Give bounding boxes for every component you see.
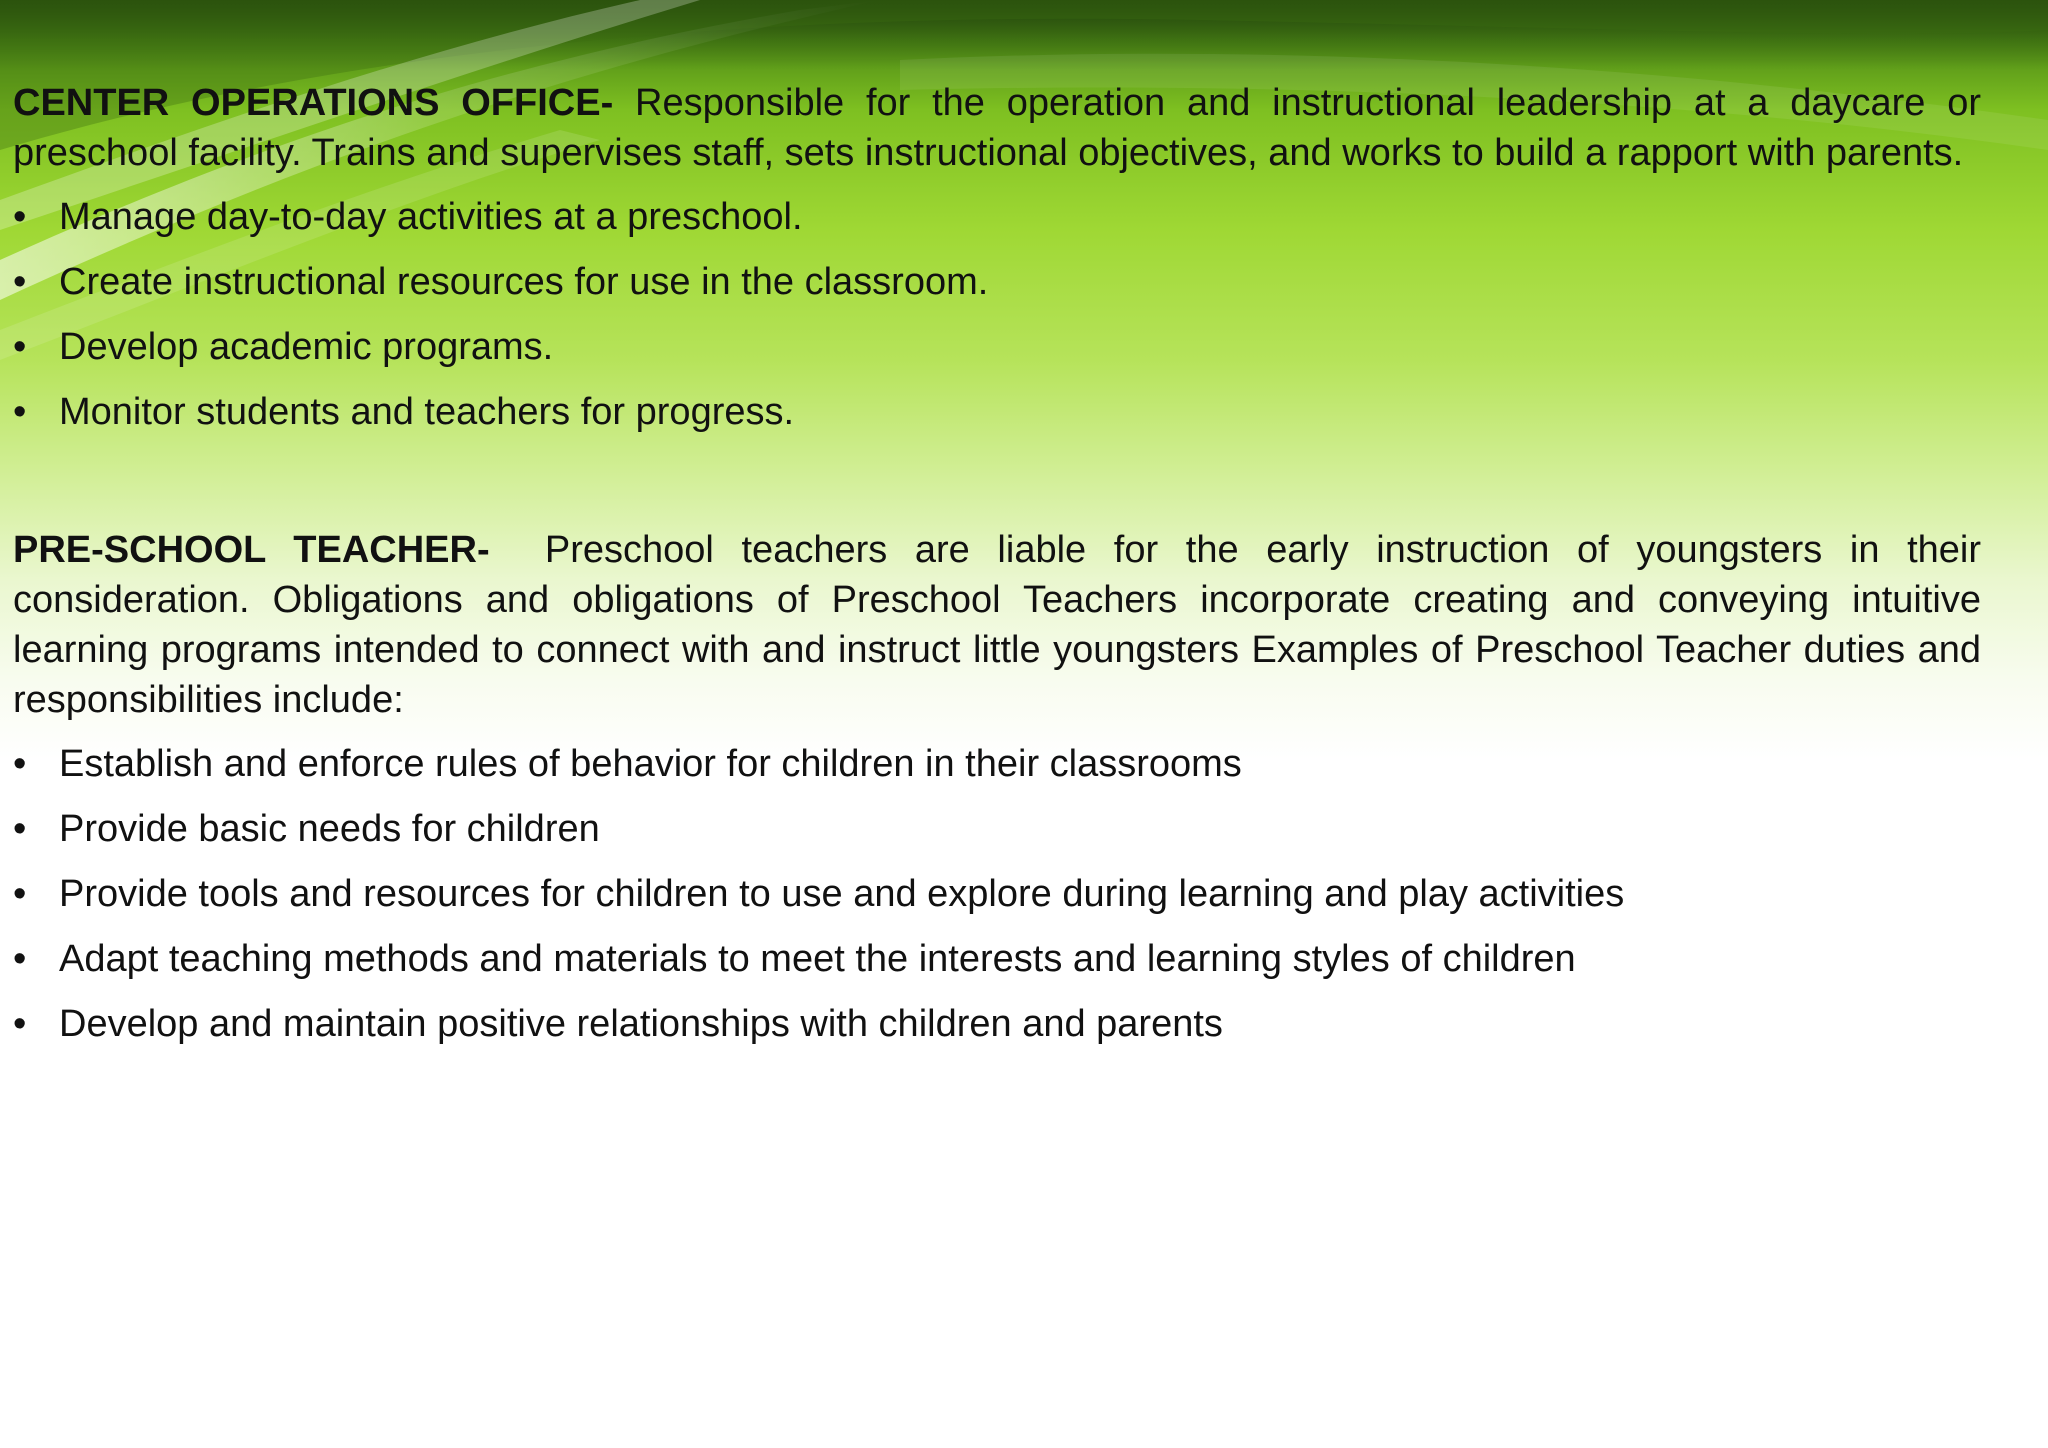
pre-school-teacher-heading: PRE-SCHOOL TEACHER- — [13, 529, 490, 571]
pre-school-teacher-paragraph — [13, 525, 1992, 725]
bullet-icon: • — [13, 938, 27, 980]
list-item-text: Provide basic needs for children — [59, 808, 600, 850]
list-item-text: Monitor students and teachers for progress. — [59, 391, 795, 433]
center-operations-office-duties-list — [13, 192, 1981, 437]
bullet-icon: • — [13, 743, 27, 785]
bullet-icon: • — [13, 391, 27, 433]
list-item — [13, 934, 1981, 984]
section-spacer — [13, 452, 1981, 525]
center-operations-office-heading: CENTER OPERATIONS OFFICE- — [13, 82, 614, 124]
bullet-icon: • — [13, 196, 27, 238]
bullet-icon: • — [13, 1003, 27, 1045]
list-item-text: Provide tools and resources for children to use and explore during learning and play activities — [59, 873, 1625, 915]
list-item — [13, 804, 1981, 854]
list-item-text: Adapt teaching methods and materials to meet the interests and learning styles of children — [59, 938, 1576, 980]
list-item — [13, 387, 1981, 437]
list-item-text: Create instructional resources for use in the classroom. — [59, 261, 989, 303]
bullet-icon: • — [13, 326, 27, 368]
bullet-icon: • — [13, 873, 27, 915]
list-item — [13, 192, 1981, 242]
slide-content — [13, 78, 1992, 1064]
pre-school-teacher-duties-list — [13, 739, 1981, 1049]
list-item — [13, 999, 1981, 1049]
list-item-text: Develop academic programs. — [59, 326, 554, 368]
bullet-icon: • — [13, 808, 27, 850]
list-item-text: Establish and enforce rules of behavior for children in their classrooms — [59, 743, 1242, 785]
center-operations-office-description: Responsible for the operation and instructional leadership at a daycare or preschool facility. Trains and supervises staff, sets instructional objectives, and works to build a rapport with parents. — [13, 82, 1982, 174]
list-item-text: Develop and maintain positive relationships with children and parents — [59, 1003, 1223, 1045]
center-operations-office-paragraph — [13, 78, 1981, 178]
bullet-icon: • — [13, 261, 27, 303]
pre-school-teacher-description: Preschool teachers are liable for the early instruction of youngsters in their consideration. Obligations and obligations of Preschool Teachers incorporate creating and conveying intuitive learning programs intended to connect with and instruct little youngsters Examples of Preschool Teacher duties and responsibilities include: — [13, 529, 1992, 721]
list-item-text: Manage day-to-day activities at a preschool. — [59, 196, 803, 238]
list-item — [13, 322, 1981, 372]
list-item — [13, 257, 1981, 307]
list-item — [13, 869, 1981, 919]
list-item — [13, 739, 1981, 789]
